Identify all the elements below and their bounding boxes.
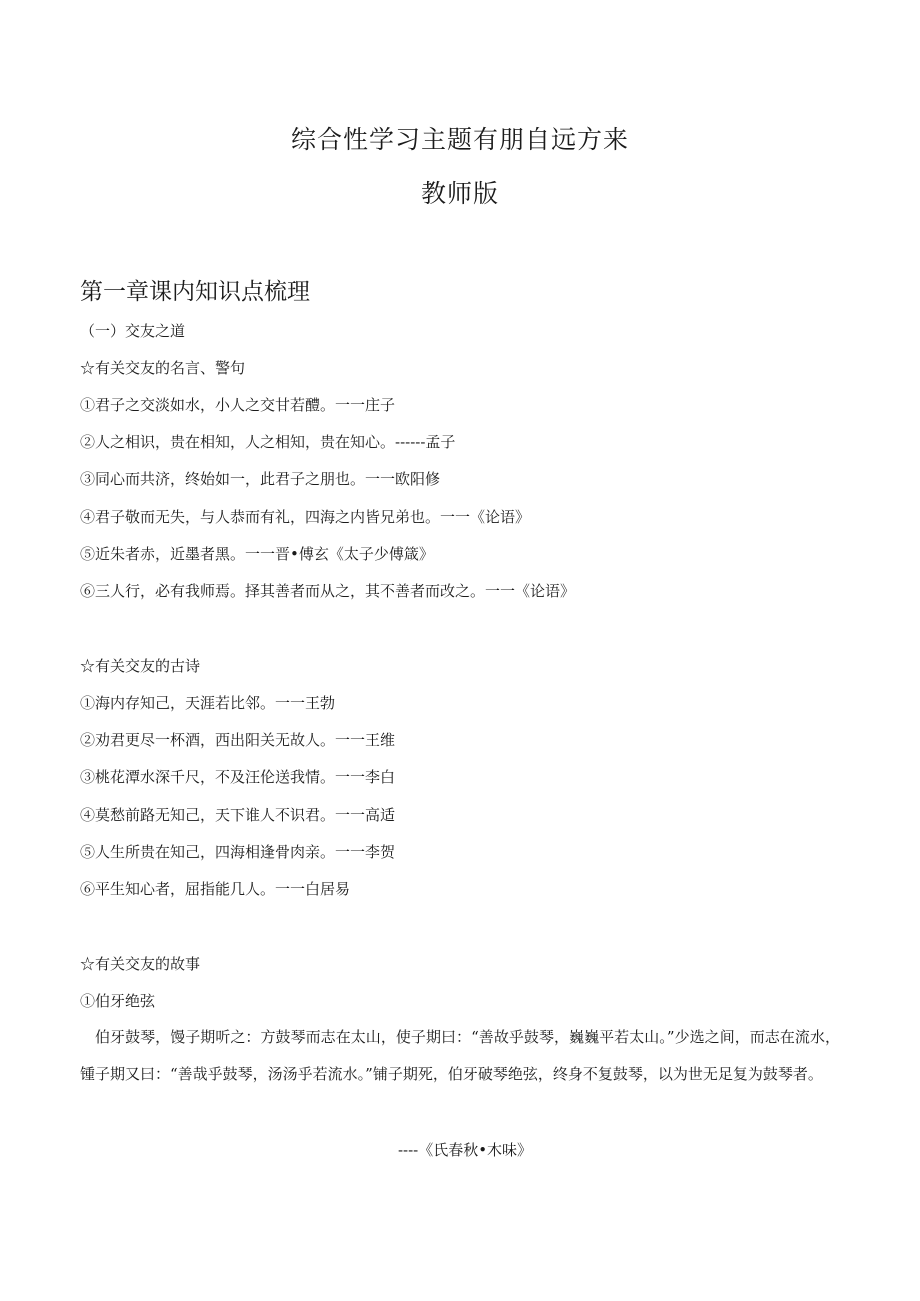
story-title: ①伯牙绝弦 xyxy=(80,992,156,1010)
quote-item: ⑤近朱者赤，近墨者黑。一一晋•傅玄《太子少傅箴》 xyxy=(80,545,434,563)
quote-item: ④君子敬而无失，与人恭而有礼，四海之内皆兄弟也。一一《论语》 xyxy=(80,508,531,526)
quote-item: ②人之相识，贵在相知，人之相知，贵在知心。------孟子 xyxy=(80,433,456,451)
chapter-heading: 第一章课内知识点梳理 xyxy=(80,279,310,305)
poem-item: ⑤人生所贵在知己，四海相逢骨肉亲。一一李贺 xyxy=(80,843,396,861)
story-paragraph: 伯牙鼓琴，馒子期听之：方鼓琴而志在太山，使子期曰：“善故乎鼓琴，巍巍平若太山。”少选之间，而志在流水，锺子期又曰：“善哉乎鼓琴，汤汤乎若流水。”铺子期死，伯牙破琴绝弦，终身不复鼓琴，以为世无足复为鼓琴者。 xyxy=(80,1028,840,1083)
poem-item: ③桃花潭水深千尺，不及汪伦送我情。一一李白 xyxy=(80,768,396,786)
poem-item: ④莫愁前路无知己，天下谁人不识君。一一高适 xyxy=(80,806,396,824)
quotes-heading: ☆有关交友的名言、警句 xyxy=(80,359,246,377)
poems-heading: ☆有关交友的古诗 xyxy=(80,657,201,675)
document-title: 综合性学习主题有朋自远方来 xyxy=(290,125,629,154)
stories-heading: ☆有关交友的故事 xyxy=(80,955,201,973)
document-subtitle: 教师版 xyxy=(420,179,499,208)
poem-item: ⑥平生知心者，屈指能几人。一一白居易 xyxy=(80,880,351,898)
poem-item: ①海内存知己，天涯若比邻。一一王勃 xyxy=(80,694,336,712)
poem-item: ②劝君更尽一杯酒，西出阳关无故人。一一王维 xyxy=(80,731,396,749)
section-heading: （一）交友之道 xyxy=(80,322,186,340)
quote-item: ③同心而共济，终始如一，此君子之朋也。一一欧阳修 xyxy=(80,470,441,488)
quote-item: ⑥三人行，必有我师焉。择其善者而从之，其不善者而改之。一一《论语》 xyxy=(80,582,576,600)
quote-item: ①君子之交淡如水，小人之交甘若醴。一一庄子 xyxy=(80,396,396,414)
story-source: ----《氏春秋•木味》 xyxy=(397,1141,533,1159)
